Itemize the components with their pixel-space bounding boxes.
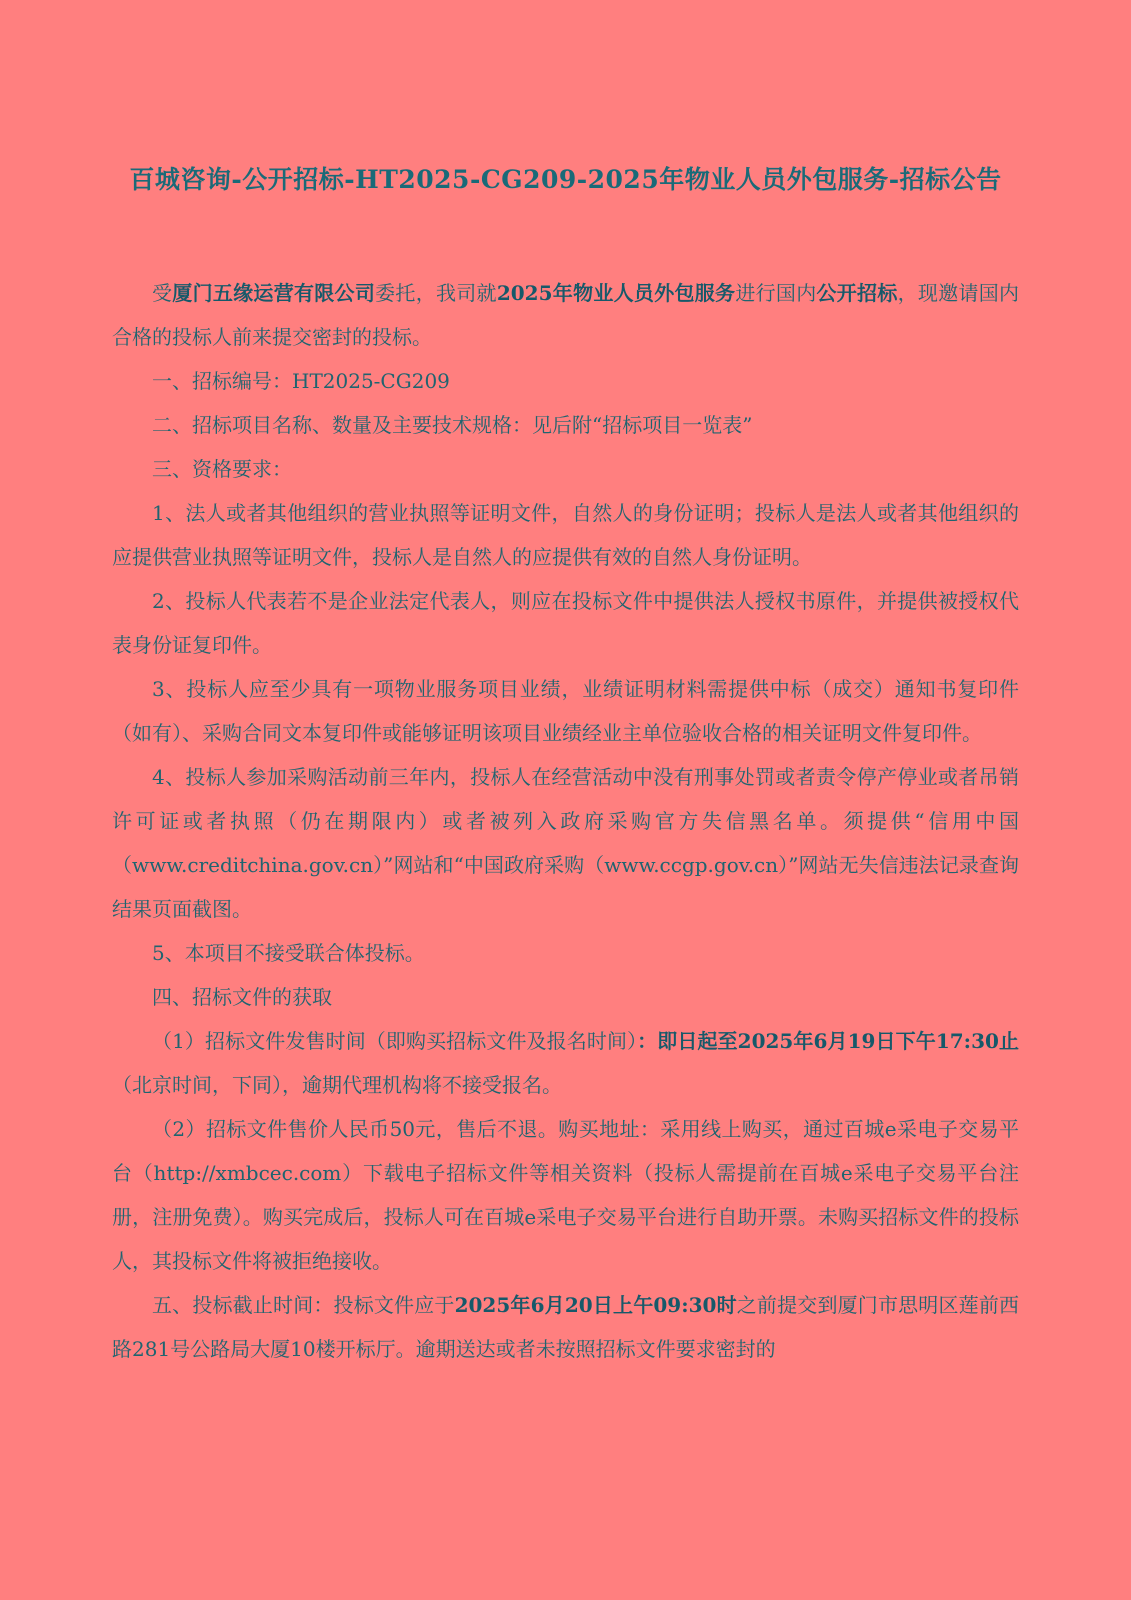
requirement-4: 4、投标人参加采购活动前三年内，投标人在经营活动中没有刑事处罚或者责令停产停业或者吊销许可证或者执照（仍在期限内）或者被列入政府采购官方失信黑名单。须提供“信用中国（www.creditchina.gov.cn）”网站和“中国政府采购（www.ccgp.gov.cn）”网站无失信违法记录查询结果页面截图。	[112, 765, 1019, 921]
sale-price-paragraph: （2）招标文件售价人民币50元，售后不退。购买地址：采用线上购买，通过百城e采电子交易平台（http://xmbcec.com）下载电子招标文件等相关资料（投标人需提前在百城e采电子交易平台注册，注册免费）。购买完成后，投标人可在百城e采电子交易平台进行自助开票。未购买招标文件的投标人，其投标文件将被拒绝接收。	[112, 1117, 1019, 1273]
requirement-2: 2、投标人代表若不是企业法定代表人，则应在投标文件中提供法人授权书原件，并提供被授权代表身份证复印件。	[112, 589, 1019, 657]
bid-deadline-location: 之前提交到厦门市思明区莲前西路281号公路局大厦10楼开标厅。逾期送达或者未按照招标文件要求密封的	[112, 1293, 1019, 1361]
requirement-5: 5、本项目不接受联合体投标。	[152, 941, 425, 965]
sale-time-deadline: ：即日起至2025年6月19日下午17:30止	[637, 1029, 1019, 1053]
client-name: 厦门五缘运营有限公司	[172, 281, 376, 305]
intro-text-1: 受	[152, 281, 173, 305]
document-acquisition-heading: 四、招标文件的获取	[152, 985, 332, 1009]
tender-number: 一、招标编号：HT2025-CG209	[152, 369, 450, 393]
project-specs: 二、招标项目名称、数量及主要技术规格：见后附“招标项目一览表”	[152, 413, 753, 437]
requirement-1: 1、法人或者其他组织的营业执照等证明文件，自然人的身份证明；投标人是法人或者其他组织的应提供营业执照等证明文件，投标人是自然人的应提供有效的自然人身份证明。	[112, 501, 1019, 569]
project-name: 2025年物业人员外包服务	[496, 281, 736, 305]
intro-text-3: 进行国内	[735, 281, 817, 305]
qualification-heading: 三、资格要求：	[152, 457, 292, 481]
bid-deadline-paragraph	[112, 1283, 1019, 1371]
requirement-3: 3、投标人应至少具有一项物业服务项目业绩，业绩证明材料需提供中标（成交）通知书复印件（如有）、采购合同文本复印件或能够证明该项目业绩经业主单位验收合格的相关证明文件复印件。	[112, 677, 1019, 745]
bid-deadline-text: 五、投标截止时间：投标文件应于	[152, 1293, 455, 1317]
bid-deadline-date: 2025年6月20日上午09:30时	[454, 1293, 737, 1317]
sale-time-paragraph	[112, 1019, 1019, 1107]
sale-time-note: （北京时间，下同），逾期代理机构将不接受报名。	[112, 1073, 562, 1097]
sale-time-text: （1）招标文件发售时间（即购买招标文件及报名时间）	[152, 1029, 638, 1053]
intro-text-2: 委托，我司就	[375, 281, 497, 305]
intro-paragraph	[112, 271, 1019, 359]
tender-method: 公开招标	[816, 281, 898, 305]
document-title: 百城咨询-公开招标-HT2025-CG209-2025年物业人员外包服务-招标公告	[129, 165, 1002, 194]
intro-text-4: ，现邀请国内合格的投标人前来提交密封的投标。	[112, 281, 1020, 349]
